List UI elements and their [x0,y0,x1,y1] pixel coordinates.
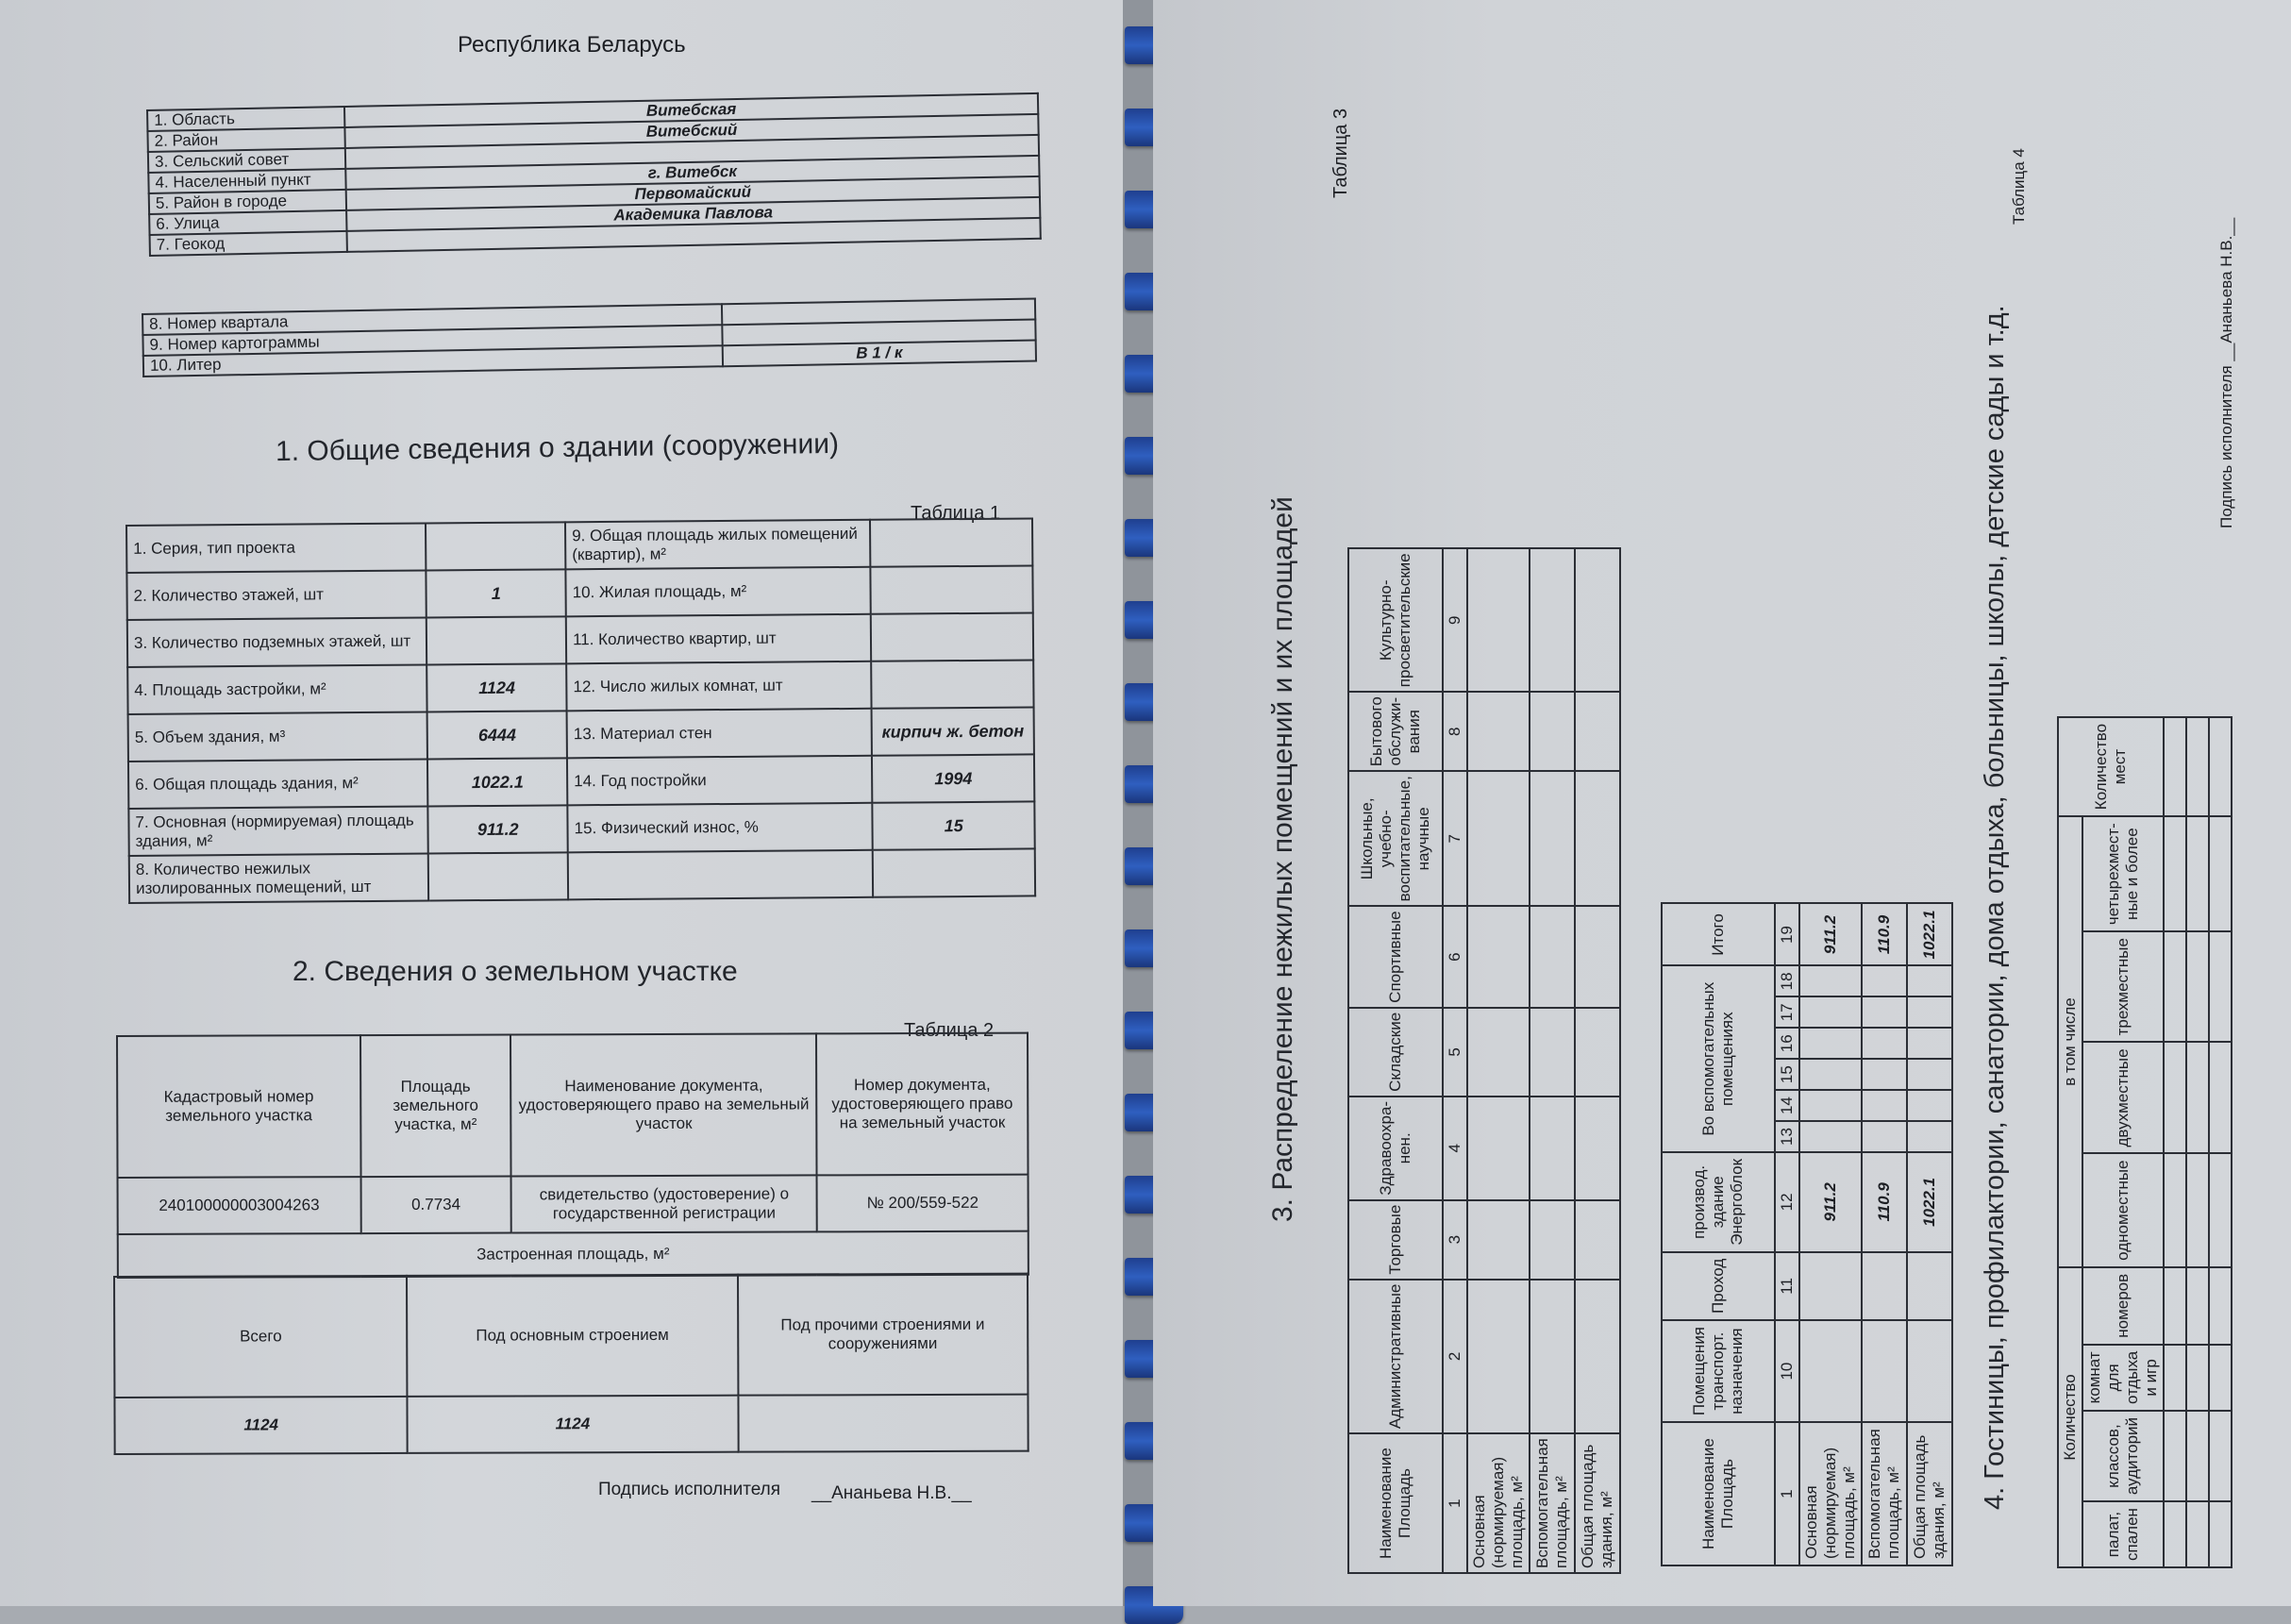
t4-including-group: в том числе [2058,816,2082,1267]
table2-caption: Таблица 2 [904,1020,995,1041]
document-number-header: Номер документа, удостоверяющего право на земельный участок [816,1033,1028,1176]
t4-double-header: двухместные [2082,1042,2164,1153]
t3-storage-header: Складские [1348,1008,1443,1097]
t1-left-value: 911.2 [428,805,568,853]
t1-right-label: 15. Физический износ, % [567,803,873,853]
address-label: 3. Сельский совет [148,148,345,173]
address-value: Витебская [344,93,1038,127]
right-signature [2217,218,2236,528]
t3l-total-total: 1022.1 [1907,903,1952,965]
t3-col-number: 2 [1443,1280,1467,1434]
t3-col-number: 1 [1443,1433,1467,1573]
t3l-col-number: 10 [1775,1320,1799,1422]
t4-rooms-header: комнат для отдыха и игр [2082,1345,2164,1411]
section2-title: 2. Сведения о земельном участке [293,956,738,987]
t1-left-label: 5. Объем здания, м³ [128,712,428,761]
address-label: 4. Населенный пункт [148,169,345,193]
built-area-table [113,1273,1029,1455]
document-number-value: № 200/559-522 [817,1175,1028,1232]
hotels-table [2057,716,2232,1568]
nonresidential-table-lower [1661,902,1953,1566]
signature-name: __Ананьева Н.В.__ [811,1483,972,1503]
cadastral-number: 240100000003004263 [118,1177,361,1234]
t4-numbers-header: номеров [2082,1267,2164,1345]
address-value: г. Витебск [345,156,1039,190]
t3l-total-header: Итого [1662,903,1775,965]
address-label: 5. Район в городе [149,190,346,214]
t4-wards-header: палат, спален [2082,1501,2164,1567]
t3l-row-aux: Вспомогательная площадь, м² [1862,1422,1907,1565]
t3-col-number: 3 [1443,1200,1467,1280]
built-other-value [738,1395,1028,1452]
t3l-row-total: Общая площадь здания, м² [1907,1422,1952,1565]
t1-left-value [426,522,565,570]
address-value: Первомайский [346,176,1040,210]
address-value: Витебский [344,114,1038,148]
left-page [0,0,1123,1606]
t1-right-value: кирпич ж. бетон [872,707,1034,755]
t1-left-label: 1. Серия, тип проекта [126,523,426,572]
t3-col-number: 6 [1443,906,1467,1007]
quarter-label: 10. Литер [143,345,723,377]
nonresidential-table [1347,547,1621,1574]
table1-caption: Таблица 1 [911,503,1001,524]
t3l-col-number: 19 [1775,903,1799,965]
t1-right-label [568,850,874,900]
t3l-main-energy: 911.2 [1799,1152,1862,1252]
t1-left-value [426,616,566,664]
right-signature-name: __Ананьева Н.В.__ [2217,217,2235,361]
t3l-main-total: 911.2 [1799,903,1862,965]
t4-single-header: одноместные [2082,1153,2164,1266]
t1-right-value: 1994 [872,754,1034,802]
built-other-header: Под прочими строениями и сооружениями [737,1274,1028,1396]
t1-right-label: 14. Год постройки [567,756,873,806]
t3l-row-main: Основная (нормируемая) площадь, м² [1799,1422,1862,1565]
t3l-energy-header: производ. здание Энергоблок [1662,1152,1775,1252]
t3l-col-number: 1 [1775,1422,1799,1565]
t4-triple-header: трехместные [2082,931,2164,1042]
t1-left-value: 1124 [427,663,567,712]
t1-right-value [871,612,1033,661]
t1-left-label: 4. Площадь застройки, м² [127,664,427,713]
t1-right-label: 10. Жилая площадь, м² [565,567,871,617]
quarter-label: 8. Номер квартала [142,304,722,335]
built-total-value: 1124 [114,1397,407,1454]
t3-col-number: 9 [1443,548,1467,692]
address-value: Академика Павлова [346,197,1040,231]
signature-label: Подпись исполнителя [598,1480,781,1499]
quarter-table [142,297,1037,377]
t1-right-value [871,565,1033,613]
t3l-name-header: Наименование Площадь [1662,1422,1775,1565]
t1-right-value [873,848,1035,896]
t3l-col-number: 13 [1775,1121,1799,1152]
t1-left-label: 7. Основная (нормируемая) площадь здания, м² [128,806,428,855]
built-total-header: Всего [114,1276,408,1398]
address-label: 7. Геокод [150,231,347,256]
t1-left-value: 6444 [427,711,567,759]
t3-trade-header: Торговые [1348,1200,1443,1280]
t3l-col-number: 17 [1775,996,1799,1028]
t1-right-label: 9. Общая площадь жилых помещений (квартир), м² [565,520,871,570]
t3-sport-header: Спортивные [1348,906,1443,1007]
country-header: Республика Беларусь [458,32,686,58]
section3-title: 3. Распределение нежилых помещений и их площадей [1267,496,1298,1222]
t3l-col-number: 12 [1775,1152,1799,1252]
t3-health-header: Здравоохра-нен. [1348,1097,1443,1200]
built-main-value: 1124 [408,1396,738,1453]
t3-col-number: 4 [1443,1097,1467,1200]
address-label: 6. Улица [149,210,346,235]
t1-right-label: 12. Число жилых комнат, шт [566,661,872,712]
t3l-aux-header: Во вспомогательных помещениях [1662,965,1775,1152]
t1-left-label: 6. Общая площадь здания, м² [128,759,428,808]
t3l-total-energy: 1022.1 [1907,1152,1952,1252]
t3l-passage-header: Проход [1662,1252,1775,1320]
t3l-aux-total: 110.9 [1862,903,1907,965]
t3l-col-number: 18 [1775,965,1799,996]
t3l-col-number: 16 [1775,1028,1799,1059]
t3-col-number: 7 [1443,771,1467,906]
t1-right-label: 13. Материал стен [567,709,873,759]
t3-row-aux: Вспомогательная площадь, м² [1530,1433,1575,1573]
cadastral-header: Кадастровый номер земельного участка [117,1035,360,1178]
t3-col-number: 8 [1443,692,1467,771]
table4-caption: Таблица 4 [2010,148,2028,225]
t4-quad-header: четырехмест-ные и более [2082,816,2164,931]
t4-count-group: Количество [2058,1267,2082,1567]
t3-row-main: Основная (нормируемая) площадь, м² [1467,1433,1530,1573]
quarter-value: В 1 / к [723,340,1036,366]
address-label: 1. Область [147,107,344,131]
spiral-binding [1123,0,1153,1606]
t4-places-header: Количество мест [2058,717,2164,816]
land-plot-table [116,1032,1029,1279]
t1-left-value: 1022.1 [427,758,567,806]
quarter-label: 9. Номер картограммы [142,325,722,356]
built-main-header: Под основным строением [407,1275,738,1397]
t3l-col-number: 11 [1775,1252,1799,1320]
t1-right-value [871,660,1033,708]
t4-classes-header: классов, аудиторий [2082,1411,2164,1501]
t1-left-label: 3. Количество подземных этажей, шт [127,617,427,666]
right-signature-label: Подпись исполнителя [2217,365,2235,528]
t3-admin-header: Административные [1348,1280,1443,1434]
t3-col-number: 5 [1443,1008,1467,1097]
t1-right-label: 11. Количество квартир, шт [566,614,872,664]
t1-right-value [870,518,1032,566]
address-table [146,92,1042,257]
t1-left-value [428,852,568,900]
built-area-title: Застроенная площадь, м² [118,1231,1028,1278]
t1-left-value: 1 [426,569,566,617]
t1-left-label: 2. Количество этажей, шт [126,570,426,619]
t3-row-total: Общая площадь здания, м² [1575,1433,1620,1573]
t3l-transport-header: Помещения транспорт. назначения [1662,1320,1775,1422]
t1-left-label: 8. Количество нежилых изолированных помещений, шт [129,853,429,902]
section1-title: 1. Общие сведения о здании (сооружении) [275,427,840,468]
t1-right-value: 15 [873,801,1035,849]
plot-area-header: Площадь земельного участка, м² [360,1035,511,1178]
document-name-value: свидетельство (удостоверение) о государственной регистрации [511,1175,817,1232]
address-label: 2. Район [147,127,344,152]
t3-service-header: Бытового обслужи-вания [1348,692,1443,771]
plot-area-value: 0.7734 [360,1177,511,1234]
t3l-aux-energy: 110.9 [1862,1152,1907,1252]
t3l-col-number: 15 [1775,1059,1799,1090]
t3-culture-header: Культурно-просветительские [1348,548,1443,692]
table3-caption: Таблица 3 [1330,108,1351,198]
t3-name-header: Наименование Площадь [1348,1433,1443,1573]
t3l-col-number: 14 [1775,1090,1799,1121]
t3-school-header: Школьные, учебно-воспитательные, научные [1348,771,1443,906]
section4-title: 4. Гостиницы, профилактории, санатории, дома отдыха, больницы, школы, детские сады и т.д. [1980,305,2010,1510]
document-name-header: Наименование документа, удостоверяющего право на земельный участок [510,1033,817,1176]
general-info-table [125,517,1036,904]
